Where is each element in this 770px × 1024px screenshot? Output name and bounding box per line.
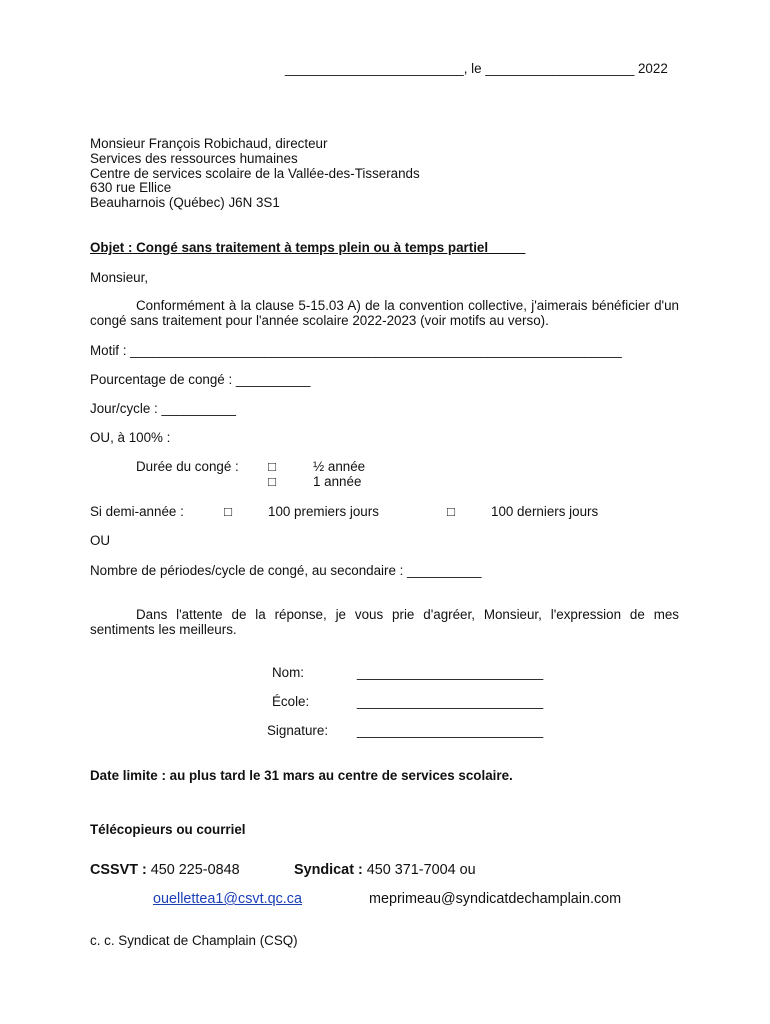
- closing-paragraph: Dans l'attente de la réponse, je vous prie d'agréer, Monsieur, l'expression de mes sentiments les meilleurs.: [90, 607, 679, 637]
- recipient-line: Monsieur François Robichaud, directeur: [90, 136, 328, 151]
- ou-label: OU: [90, 533, 111, 548]
- subject-line: Objet : Congé sans traitement à temps plein ou à temps partiel_____: [90, 240, 526, 255]
- recipient-line: Beauharnois (Québec) J6N 3S1: [90, 195, 280, 210]
- checkbox-full-year[interactable]: □: [268, 474, 277, 489]
- duree-label: Durée du congé :: [136, 459, 239, 474]
- pourcentage-field: Pourcentage de congé : __________: [90, 372, 311, 387]
- recipient-line: 630 rue Ellice: [90, 180, 172, 195]
- ecole-label: École:: [272, 694, 310, 709]
- nom-blank: _________________________: [357, 665, 544, 680]
- nom-label: Nom:: [272, 665, 304, 680]
- salutation: Monsieur,: [90, 270, 149, 285]
- date-line: ________________________, le ____________________ 2022: [285, 61, 668, 76]
- body-paragraph: Conformément à la clause 5-15.03 A) de la convention collective, j'aimerais bénéficier d'un congé sans traitement pour l'année scolaire 2022-2023 (voir motifs au verso).: [90, 298, 679, 328]
- demi-annee-label: Si demi-année :: [90, 504, 184, 519]
- checkbox-last-days[interactable]: □: [447, 504, 456, 519]
- deadline-note: Date limite : au plus tard le 31 mars au centre de services scolaire.: [90, 768, 513, 783]
- ou-100-label: OU, à 100% :: [90, 430, 171, 445]
- signature-blank: _________________________: [357, 723, 544, 738]
- cssvt-contact: [90, 863, 240, 878]
- option-last-days: 100 derniers jours: [491, 504, 599, 519]
- checkbox-first-days[interactable]: □: [224, 504, 233, 519]
- syndicat-label: Syndicat :: [294, 862, 363, 878]
- option-full-year: 1 année: [313, 474, 362, 489]
- ecole-blank: _________________________: [357, 694, 544, 709]
- option-half-year: ½ année: [313, 459, 366, 474]
- syndicat-email: meprimeau@syndicatdechamplain.com: [369, 891, 622, 907]
- recipient-line: Services des ressources humaines: [90, 151, 298, 166]
- syndicat-contact: [294, 863, 476, 878]
- cssvt-fax: 450 225-0848: [146, 862, 240, 878]
- cc-line: c. c. Syndicat de Champlain (CSQ): [90, 933, 298, 948]
- motif-field: Motif : __________________________________________________________________: [90, 343, 622, 358]
- recipient-line: Centre de services scolaire de la Vallée-des-Tisserands: [90, 166, 420, 181]
- option-first-days: 100 premiers jours: [268, 504, 379, 519]
- signature-label: Signature:: [267, 723, 329, 738]
- periodes-field: Nombre de périodes/cycle de congé, au secondaire : __________: [90, 563, 482, 578]
- contact-heading: Télécopieurs ou courriel: [90, 822, 246, 837]
- jour-cycle-field: Jour/cycle : __________: [90, 401, 236, 416]
- checkbox-half-year[interactable]: □: [268, 459, 277, 474]
- cssvt-label: CSSVT :: [90, 862, 147, 878]
- syndicat-fax: 450 371-7004 ou: [362, 862, 476, 878]
- cssvt-email-link[interactable]: ouellettea1@csvt.qc.ca: [153, 891, 303, 907]
